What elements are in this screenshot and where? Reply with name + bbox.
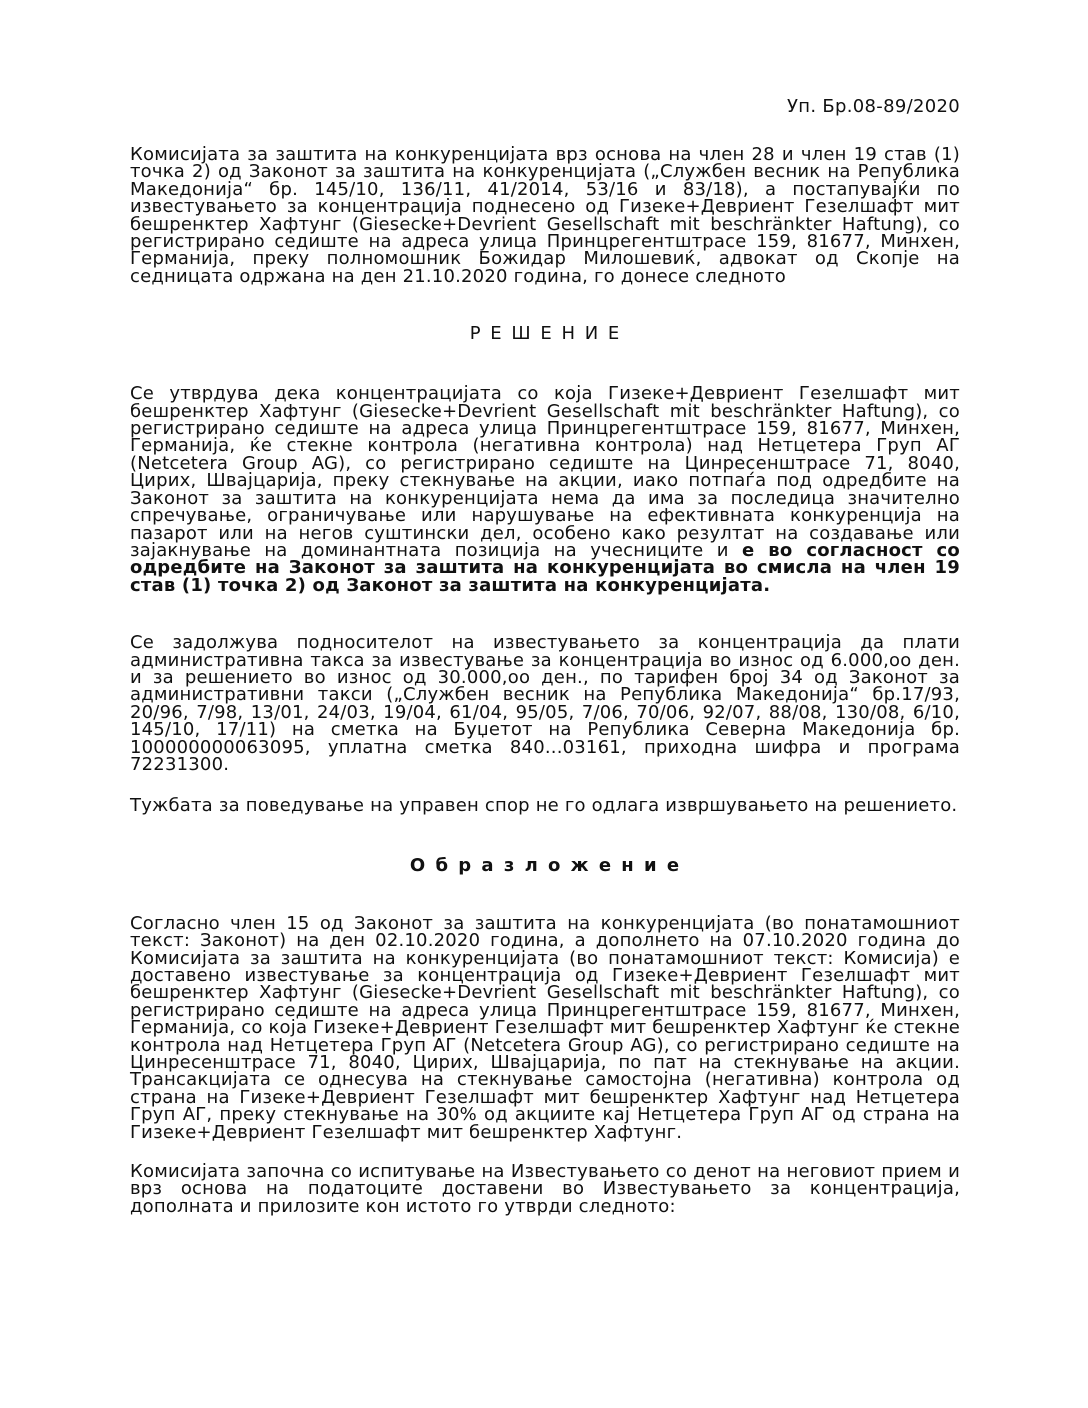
- decision-heading: Р Е Ш Е Н И Е: [469, 323, 621, 345]
- decision-text: Се утврдува дека концентрацијата со која Гизеке+Девриент Гезелшафт мит бешренктер Хафтунг (Giesecke+Devrient Gesellschaft mit beschränkter Haftung), со регистрирано седиште на адреса улица Принцрегентштрасе 159, 81677, Минхен, Германија, ќе стекне контрола (негативна контрола) над Нетцетера Груп АГ (Netcetera Group AG), со регистрирано седиште на Цинресенштрасе 71, 8040, Цирих, Швајцарија, преку стекнување на акции, иако потпаѓа под одредбите на Законот за заштита на конкуренцијата нема да има за последица значително спречување, ограничување или нарушување на ефективната конкуренција на пазарот или на негов суштински дел, особено како резултат на создавање или зајакнување на доминантната позиција на учесниците и: [130, 383, 960, 561]
- obligation-paragraph: Се задолжува подносителот на известувањето за концентрација да плати административна такса за известување за концентрација во износ од 6.000,оо ден. и за решението во износ од 30.000,оо ден., по тарифен број 34 од Законот за административни такси („Службен весник на Република Македонија“ бр.17/93, 20/96, 7/98, 13/01, 24/03, 19/04, 61/04, 95/05, 7/06, 70/06, 92/07, 88/08, 130/08, 6/10, 145/10, 17/11) на сметка на Буџетот на Република Северна Македонија бр. 100000000063095, уплатна сметка 840...03161, приходна шифра и програма 72231300.: [130, 632, 960, 775]
- case-reference: Уп. Бр.08-89/2020: [787, 96, 960, 117]
- decision-bold-text: е во согласност со одредбите на Законот за заштита на конкуренцијата во смисла на член 19 став (1) точка 2) од Законот за заштита на конкуренцијата.: [130, 539, 960, 596]
- lawsuit-paragraph: Тужбата за поведување на управен спор не го одлага извршувањето на решението.: [130, 795, 958, 817]
- reasoning-heading: О б р а з л о ж е н и е: [409, 854, 681, 876]
- intro-paragraph: Комисијата за заштита на конкуренцијата врз основа на член 28 и член 19 став (1) точка 2) од Законот за заштита на конкуренцијата („Службен весник на Република Македонија“ бр. 145/10, 136/11, 41/2014, 53/16 и 83/18), а постапувајќи по известувањето за концентрација поднесено од Гизеке+Девриент Гезелшафт мит бешренктер Хафтунг (Giesecke+Devrient Gesellschaft mit beschränkter Haftung), со регистрирано седиште на адреса улица Принцрегентштрасе 159, 81677, Минхен, Германија, преку полномошник Божидар Милошевиќ, адвокат од Скопје на седницата одржана на ден 21.10.2020 година, го донесе следното: [130, 144, 960, 287]
- document-page: [130, 96, 960, 1215]
- decision-paragraph: [130, 385, 960, 594]
- reasoning-paragraph-1: Согласно член 15 од Законот за заштита на конкуренцијата (во понатамошниот текст: Законот) на ден 02.10.2020 година, а дополнето на 07.10.2020 година до Комисијата за заштита на конкуренцијата (во понатамошниот текст: Комисија) е доставено известување за концентрација од Гизеке+Девриент Гезелшафт мит бешренктер Хафтунг (Giesecke+Devrient Gesellschaft mit beschränkter Haftung), со регистрирано седиште на адреса улица Принцрегентштрасе 159, 81677, Минхен, Германија, со која Гизеке+Девриент Гезелшафт мит бешренктер Хафтунг ќе стекне контрола над Нетцетера Груп АГ (Netcetera Group AG), со регистрирано седиште на Цинресенштрасе 71, 8040, Цирих, Швајцарија, по пат на стекнување на акции. Трансакцијата се однесува на стекнување самостојна (негативна) контрола од страна на Гизеке+Девриент Гезелшафт мит бешренктер Хафтунг над Нетцетера Груп АГ, преку стекнување на 30% од акциите кај Нетцетера Груп АГ од страна на Гизеке+Девриент Гезелшафт мит бешренктер Хафтунг.: [130, 912, 960, 1143]
- reasoning-paragraph-2: Комисијата започна со испитување на Известувањето со денот на неговиот прием и врз основа на податоците доставени во Известувањето за концентрација, дополната и прилозите кон истото го утврди следното:: [130, 1161, 960, 1217]
